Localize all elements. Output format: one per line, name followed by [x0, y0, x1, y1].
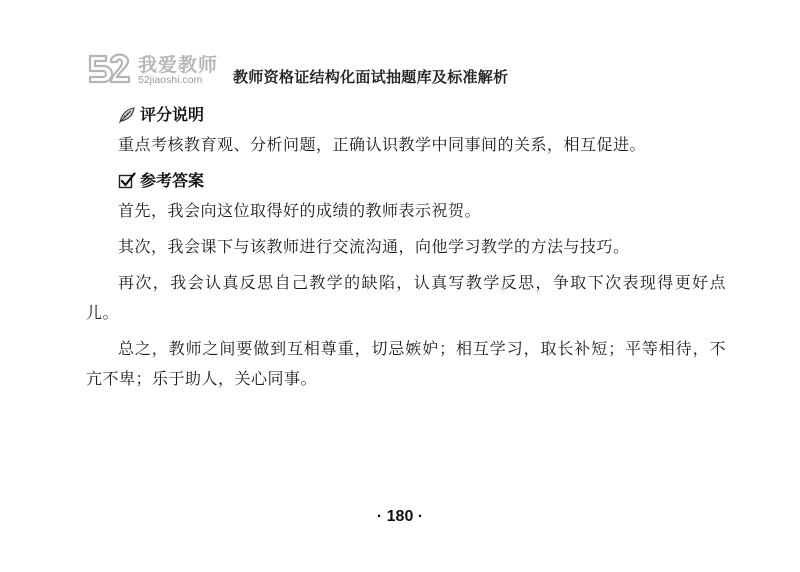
scoring-text: 重点考核教育观、分析问题，正确认识教学中同事间的关系，相互促进。: [118, 135, 647, 154]
answer-paragraph: 总之，教师之间要做到互相尊重，切忌嫉妒；相互学习，取长补短；平等相待，不亢不卑；乐于助人，关心同事。: [86, 339, 726, 388]
page-number: · 180 ·: [376, 508, 424, 525]
logo-text: 我爱教师: [138, 54, 219, 76]
scoring-heading: [86, 100, 726, 130]
logo-52-icon: [86, 52, 134, 86]
answer-paragraph: 其次，我会课下与该教师进行交流沟通，向他学习教学的方法与技巧。: [118, 237, 630, 256]
answer-heading-label: 参考答案: [140, 171, 205, 190]
leaf-icon: [118, 106, 136, 124]
logo-url: 52jiaoshi.com: [138, 74, 203, 86]
answer-paragraph: 再次，我会认真反思自己教学的缺陷，认真写教学反思，争取下次表现得更好点儿。: [86, 273, 726, 322]
answer-paragraph: 首先，我会向这位取得好的成绩的教师表示祝贺。: [118, 201, 482, 220]
logo: [86, 50, 226, 92]
scoring-heading-label: 评分说明: [140, 105, 205, 124]
page-content: [86, 100, 726, 400]
book-title: 教师资格证结构化面试抽题库及标准解析: [233, 68, 509, 86]
answer-heading: [86, 166, 726, 196]
checkbox-checked-icon: [118, 172, 136, 190]
page-header: [86, 50, 726, 92]
